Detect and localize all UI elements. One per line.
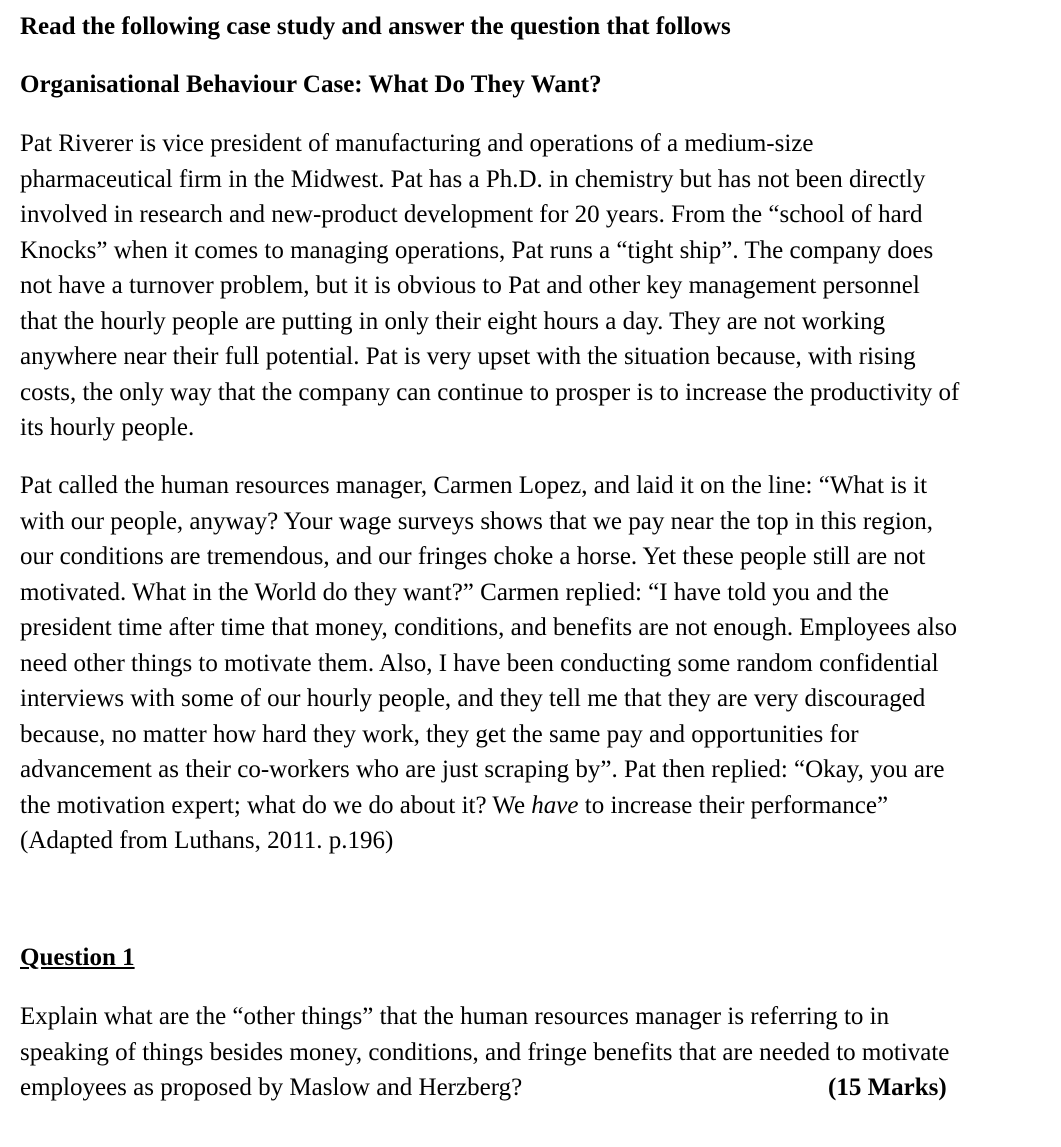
citation: (Adapted from Luthans, 2011. p.196) bbox=[20, 827, 394, 854]
paragraph-line: because, no matter how hard they work, they get the same pay and opportunities for bbox=[20, 720, 859, 748]
paragraph-line: anywhere near their full potential. Pat is very upset with the situation because, with rising bbox=[20, 343, 916, 370]
case-paragraph-2 bbox=[20, 468, 1045, 859]
instruction-heading: Read the following case study and answer the question that follows bbox=[20, 13, 731, 40]
paragraph-line: pharmaceutical firm in the Midwest. Pat has a Ph.D. in chemistry but has not been directly bbox=[20, 165, 926, 193]
paragraph-line: with our people, anyway? Your wage surveys shows that we pay near the top in this region, bbox=[20, 507, 934, 535]
question-line-last bbox=[20, 1070, 1045, 1106]
question-line: speaking of things besides money, conditions, and fringe benefits that are needed to motivate bbox=[20, 1038, 950, 1066]
question-heading: Question 1 bbox=[20, 944, 135, 971]
line-text-after-emphasis: to increase their performance” bbox=[578, 791, 889, 819]
paragraph-line: advancement as their co-workers who are just scraping by”. Pat then replied: “Okay, you are bbox=[20, 756, 945, 783]
paragraph-line: not have a turnover problem, but it is obvious to Pat and other key management personnel bbox=[20, 272, 920, 299]
paragraph-line: our conditions are tremendous, and our fringes choke a horse. Yet these people still are not bbox=[20, 543, 926, 570]
line-text-before-emphasis: the motivation expert; what do we do about it? We bbox=[20, 791, 532, 819]
paragraph-line: motivated. What in the World do they want?” Carmen replied: “I have told you and the bbox=[20, 578, 890, 606]
marks-label: (15 Marks) bbox=[828, 1074, 947, 1101]
paragraph-line: that the hourly people are putting in only their eight hours a day. They are not working bbox=[20, 307, 886, 335]
case-paragraph-1 bbox=[20, 126, 1045, 446]
question-body bbox=[20, 999, 1045, 1106]
paragraph-line: interviews with some of our hourly people, and they tell me that they are very discouraged bbox=[20, 685, 926, 712]
question-line-text: employees as proposed by Maslow and Herzberg? bbox=[20, 1074, 523, 1101]
paragraph-line: Pat called the human resources manager, Carmen Lopez, and laid it on the line: “What is it bbox=[20, 472, 928, 499]
paragraph-line: president time after time that money, conditions, and benefits are not enough. Employees also bbox=[20, 614, 958, 641]
paragraph-line: Pat Riverer is vice president of manufacturing and operations of a medium-size bbox=[20, 130, 814, 157]
question-line: Explain what are the “other things” that the human resources manager is referring to in bbox=[20, 1003, 890, 1030]
paragraph-line: involved in research and new-product development for 20 years. From the “school of hard bbox=[20, 201, 923, 228]
paragraph-line: need other things to motivate them. Also, I have been conducting some random confidential bbox=[20, 649, 939, 677]
case-title: Organisational Behaviour Case: What Do They Want? bbox=[20, 71, 602, 98]
emphasis-have: have bbox=[531, 791, 579, 819]
paragraph-line: costs, the only way that the company can continue to prosper is to increase the productivity of bbox=[20, 378, 960, 406]
paragraph-line: Knocks” when it comes to managing operations, Pat runs a “tight ship”. The company does bbox=[20, 236, 934, 264]
paragraph-line: its hourly people. bbox=[20, 414, 195, 441]
paragraph-line-with-emphasis bbox=[20, 788, 1045, 824]
